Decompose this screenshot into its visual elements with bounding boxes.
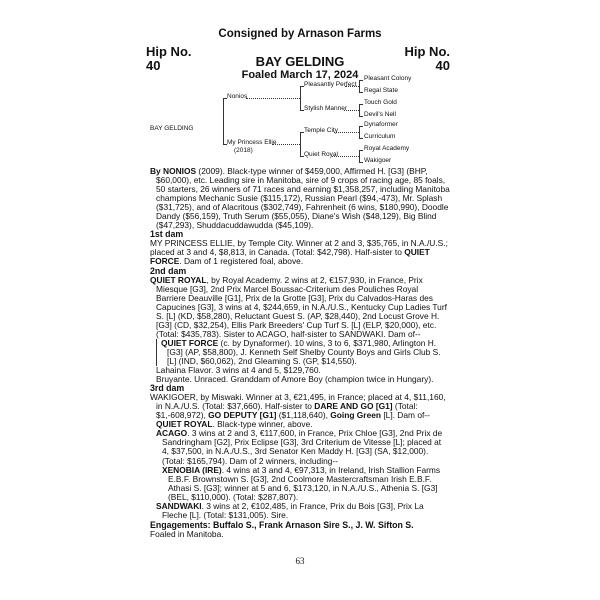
pedigree-gen2-1: Pleasantly Perfect — [304, 81, 357, 88]
quiet-force-text: (c. by Dynaformer). 10 wins, 3 to 6, $371,980, Arlington H. [G3] (AP, $58,800), J. Kenneth Self Shelby County Boys and Girls Club S. [L] (IND, $60,062), 2nd Gleaming S. (GP, $14,550). — [167, 337, 441, 366]
foaling-date: Foaled March 17, 2024 — [241, 69, 359, 81]
pedigree-line — [359, 150, 363, 151]
wakigoer-mid: (Total: $1,-608,972), — [156, 401, 418, 421]
pedigree-dam: My Princess Ellie — [227, 139, 277, 146]
sandwaki-name: SANDWAKI — [156, 500, 202, 511]
pedigree-line — [359, 104, 363, 105]
pedigree-gen3-8: Wakigoer — [364, 157, 392, 164]
pedigree-line — [334, 132, 359, 133]
pedigree-line — [300, 132, 301, 156]
quiet-royal-paragraph — [150, 276, 450, 339]
first-dam-header: 1st dam — [150, 229, 184, 240]
engagements-line: Engagements: Buffalo S., Frank Arnason Sire S., J. W. Sifton S. — [150, 519, 414, 530]
pedigree-line — [359, 162, 363, 163]
pedigree-line — [223, 98, 224, 144]
first-dam-bold: QUIET FORCE — [150, 247, 430, 267]
pedigree-line — [246, 98, 300, 99]
pedigree-gen2-4: Quiet Royal — [304, 151, 338, 158]
pedigree-gen2-2: Stylish Manner — [304, 105, 347, 112]
pedigree-gen3-7: Royal Academy — [364, 145, 410, 152]
sire-lead: By NONIOS — [150, 166, 197, 176]
xenobia-text: . 4 wins at 3 and 4, €97,313, in Ireland, Irish Stallion Farms E.B.F. Brownstown S. [G3], 2nd Coolmore Mastercraftsman Irish E.B.F. Athasi S. [G3]; winner at 5 and 6, $173,120, in N.A./U.S., Athenia S. [G3] (BEL, $110,000). (Total: $287,807). — [168, 464, 441, 502]
page-number: 63 — [295, 556, 305, 566]
pedigree-line — [359, 104, 360, 116]
pedigree-line — [345, 86, 359, 87]
pedigree-line — [300, 86, 301, 110]
pedigree-line — [359, 126, 360, 138]
acago-paragraph — [150, 429, 450, 465]
consignor-heading: Consigned by Arnason Farms — [218, 28, 382, 40]
sire-text: (2009). Black-type winner of $459,000, Affirmed H. [G3] (BHP, $60,000), etc. Leading sire in Manitoba, sire of 9 crops of racing age, 85 foals, 50 starters, 26 winners of 71 races and earning $1,358,257, including Manitoba champions Mechanic Susie ($115,172), Russian Pearl ($94,-473), Mr. Splash ($31,725), and of Alacritous ($302,749), Fahrenheit (6 wins, $180,990), Doodle Dandy ($56,159), Truth Serum ($55,055), Diane's Wish ($48,129), Big Blind ($47,293), Shuddacuddawudda ($45,109). — [156, 166, 450, 231]
hip-number-left: 40 — [146, 58, 161, 73]
first-dam-paragraph — [150, 239, 450, 266]
foaled-in-line: Foaled in Manitoba. — [150, 528, 224, 539]
pedigree-gen3-6: Curriculum — [364, 133, 396, 140]
wakigoer-paragraph — [150, 393, 450, 420]
sandwaki-paragraph — [150, 502, 450, 520]
pedigree-gen2-3: Temple City — [304, 127, 338, 134]
pedigree-line — [359, 92, 363, 93]
qr-text: . Black-type winner, above. — [212, 419, 313, 430]
third-dam-header: 3rd dam — [150, 383, 185, 394]
pedigree-line — [272, 144, 300, 145]
pedigree-dam-year: (2018) — [234, 147, 253, 154]
quiet-force-paragraph — [161, 339, 450, 366]
pedigree-line — [332, 156, 359, 157]
wakigoer-bold-1: DARE AND GO [G1] — [314, 401, 393, 412]
wakigoer-end: [L]. Dam of-- — [381, 410, 430, 421]
pedigree-subject: BAY GELDING — [150, 125, 194, 132]
second-dam-header: 2nd dam — [150, 265, 187, 276]
pedigree-gen3-5: Dynaformer — [364, 121, 398, 128]
pedigree-line — [359, 150, 360, 162]
hip-label-left: Hip No. — [146, 44, 192, 59]
wakigoer-mid-2: ($1,118,640), — [276, 410, 331, 421]
quiet-royal-name: QUIET ROYAL — [150, 274, 207, 285]
first-dam-text: MY PRINCESS ELLIE, by Temple City. Winner at 2 and 3, $35,765, in N.A./U.S.; placed at 3 and 4, $8,813, in Canada. (Total: $42,798). Half-sister to — [150, 238, 448, 258]
pedigree-sire: Nonios — [227, 93, 248, 100]
qr-name: QUIET ROYAL — [156, 419, 213, 430]
acago-name: ACAGO — [156, 428, 188, 439]
wakigoer-bold-2: GO DEPUTY [G1] — [208, 410, 277, 421]
pedigree-line — [359, 126, 363, 127]
pedigree-line — [344, 110, 359, 111]
catalog-body — [150, 167, 450, 539]
acago-text: . 3 wins at 2 and 3, €117,600, in France, Prix Chloe [G3], 2nd Prix de Sandringham [G2], Prix Eclipse [G3], 3rd Criterium de Vitesse [L]; placed at 4, $37,500, in N.A./U.S., 3rd Senator Ken Maddy H. [G3] (SA, $12,000). (Total: $165,794). Dam of 2 winners, including-- — [162, 428, 443, 466]
pedigree-line — [359, 138, 363, 139]
first-dam-text-end: . Dam of 1 registered foal, above. — [179, 256, 304, 267]
pedigree-line — [359, 116, 363, 117]
horse-title: BAY GELDING — [255, 54, 345, 69]
pedigree-line — [359, 80, 363, 81]
quiet-royal-text: , by Royal Academy. 2 wins at 2, €157,930, in France, Prix Miesque [G3], 2nd Prix Marcel Boussac-Criterium des Pouliches Royal Barriere Deauville [G1], Prix de la Grotte [G3], Prix du Calvados-Haras des Capucines [G3], 3 wins at 4, $244,659, in N.A./U.S., Kentucky Cup Ladies Turf S. [L] (KD, $58,280), Reluctant Guest S. (AP, $28,440), 2nd Locust Grove H. [G3] (CD, $32,254), Ellis Park Breeders' Cup Turf S. [L] (ELP, $20,000), etc. (Total: $435,783). Sister to ACAGO, half-sister to SANDWAKI. Dam of-- — [156, 274, 447, 339]
xenobia-paragraph — [150, 466, 450, 502]
pedigree-gen3-1: Pleasant Colony — [364, 75, 412, 82]
quiet-force-block — [156, 339, 450, 366]
wakigoer-bold-3: Going Green — [330, 410, 382, 421]
pedigree-gen3-2: Regal State — [364, 87, 398, 94]
lahaina-line: Lahaina Flavor. 3 wins at 4 and 5, $129,760. — [156, 365, 321, 376]
sandwaki-text: . 3 wins at 2, €102,485, in France, Prix du Bois [G3], Prix La Fleche [L]. (Total: $131,005). Sire. — [162, 500, 424, 520]
bruyante-line: Bruyante. Unraced. Granddam of Amore Boy (champion twice in Hungary). — [156, 374, 434, 385]
wakigoer-text: WAKIGOER, by Miswaki. Winner at 3, €21,495, in France; placed at 4, $11,160, in N.A./U.S. (Total: $37,660). Half-sister to — [150, 392, 446, 412]
hip-label-right: Hip No. — [404, 44, 450, 59]
pedigree-gen3-4: Devil's Nell — [364, 111, 396, 118]
sire-paragraph — [150, 167, 450, 230]
hip-number-right: 40 — [435, 58, 450, 73]
quiet-force-name: QUIET FORCE — [161, 337, 219, 348]
pedigree-gen3-3: Touch Gold — [364, 99, 397, 106]
xenobia-name: XENOBIA (IRE) — [162, 464, 222, 475]
pedigree-line — [359, 80, 360, 92]
